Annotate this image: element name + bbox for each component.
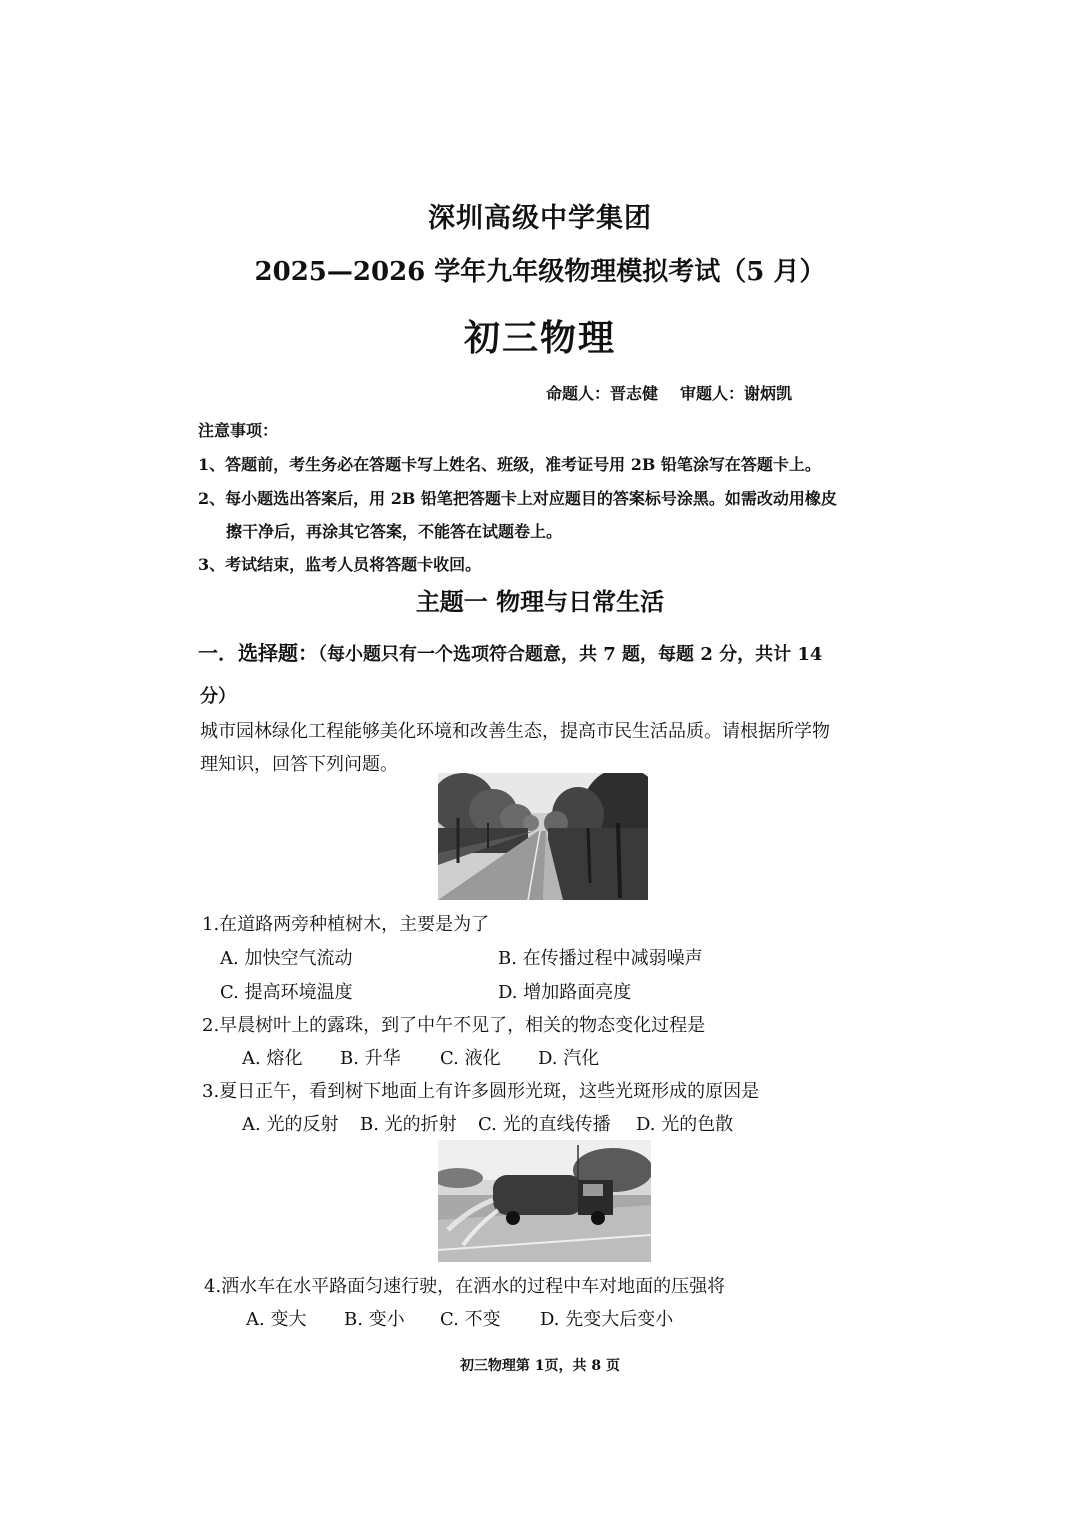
sprinkler-truck-photo: [438, 1140, 651, 1262]
question-3-option-a: A. 光的反射: [242, 1114, 339, 1135]
question-4-option-c: C. 不变: [440, 1309, 501, 1330]
question-4-option-a: A. 变大: [246, 1309, 307, 1330]
section-heading: [198, 637, 822, 666]
question-2-option-a: A. 熔化: [242, 1048, 303, 1069]
page-footer: 初三物理第 1页，共 8 页: [459, 1358, 621, 1374]
question-3-option-b: B. 光的折射: [360, 1114, 457, 1135]
question-2-option-d: D. 汽化: [538, 1048, 600, 1069]
section-label: 一．选择题：: [198, 641, 318, 665]
subject-title: 初三物理: [463, 317, 616, 359]
question-2-stem: 2.早晨树叶上的露珠，到了中午不见了，相关的物态变化过程是: [202, 1015, 706, 1036]
intro-line-1: 城市园林绿化工程能够美化环境和改善生态，提高市民生活品质。请根据所学物: [200, 721, 830, 742]
question-2-option-c: C. 液化: [440, 1048, 501, 1069]
question-3-stem: 3.夏日正午，看到树下地面上有许多圆形光斑，这些光斑形成的原因是: [202, 1081, 760, 1102]
question-4-option-b: B. 变小: [344, 1309, 405, 1330]
topic-heading: 主题一 物理与日常生活: [415, 587, 665, 616]
tree-lined-road-photo: [438, 773, 648, 900]
exam-title: 2025—2026 学年九年级物理模拟考试（5 月）: [254, 257, 826, 287]
notes-heading: 注意事项：: [198, 421, 279, 440]
note-3: 3、考试结束，监考人员将答题卡收回。: [198, 555, 482, 574]
note-1: 1、答题前，考生务必在答题卡写上姓名、班级，准考证号用 2B 铅笔涂写在答题卡上。: [198, 455, 821, 474]
question-3-option-d: D. 光的色散: [636, 1114, 734, 1135]
question-4-option-d: D. 先变大后变小: [540, 1309, 674, 1330]
authors-line: [546, 381, 814, 404]
question-1-stem: 1.在道路两旁种植树木，主要是为了: [202, 914, 490, 935]
section-desc-cont: 分）: [200, 686, 236, 707]
section-desc: （每小题只有一个选项符合题意，共 7 题，每题 2 分，共计 14: [318, 644, 823, 665]
reviewer: 审题人：谢炳凯: [680, 384, 793, 403]
question-3-option-c: C. 光的直线传播: [478, 1114, 611, 1135]
school-name: 深圳高级中学集团: [428, 203, 652, 234]
question-1-option-c: C. 提高环境温度: [220, 982, 353, 1003]
question-1-option-a: A. 加快空气流动: [220, 948, 353, 969]
setter: 命题人：晋志健: [546, 384, 659, 403]
note-2: 2、每小题选出答案后，用 2B 铅笔把答题卡上对应题目的答案标号涂黑。如需改动用橡皮: [198, 489, 837, 508]
note-2-cont: 擦干净后，再涂其它答案，不能答在试题卷上。: [226, 522, 563, 541]
question-1-option-d: D. 增加路面亮度: [498, 982, 632, 1003]
question-4-stem: 4.洒水车在水平路面匀速行驶，在洒水的过程中车对地面的压强将: [204, 1276, 726, 1297]
intro-line-2: 理知识，回答下列问题。: [200, 754, 398, 775]
question-2-option-b: B. 升华: [340, 1048, 401, 1069]
question-1-option-b: B. 在传播过程中减弱噪声: [498, 948, 703, 969]
